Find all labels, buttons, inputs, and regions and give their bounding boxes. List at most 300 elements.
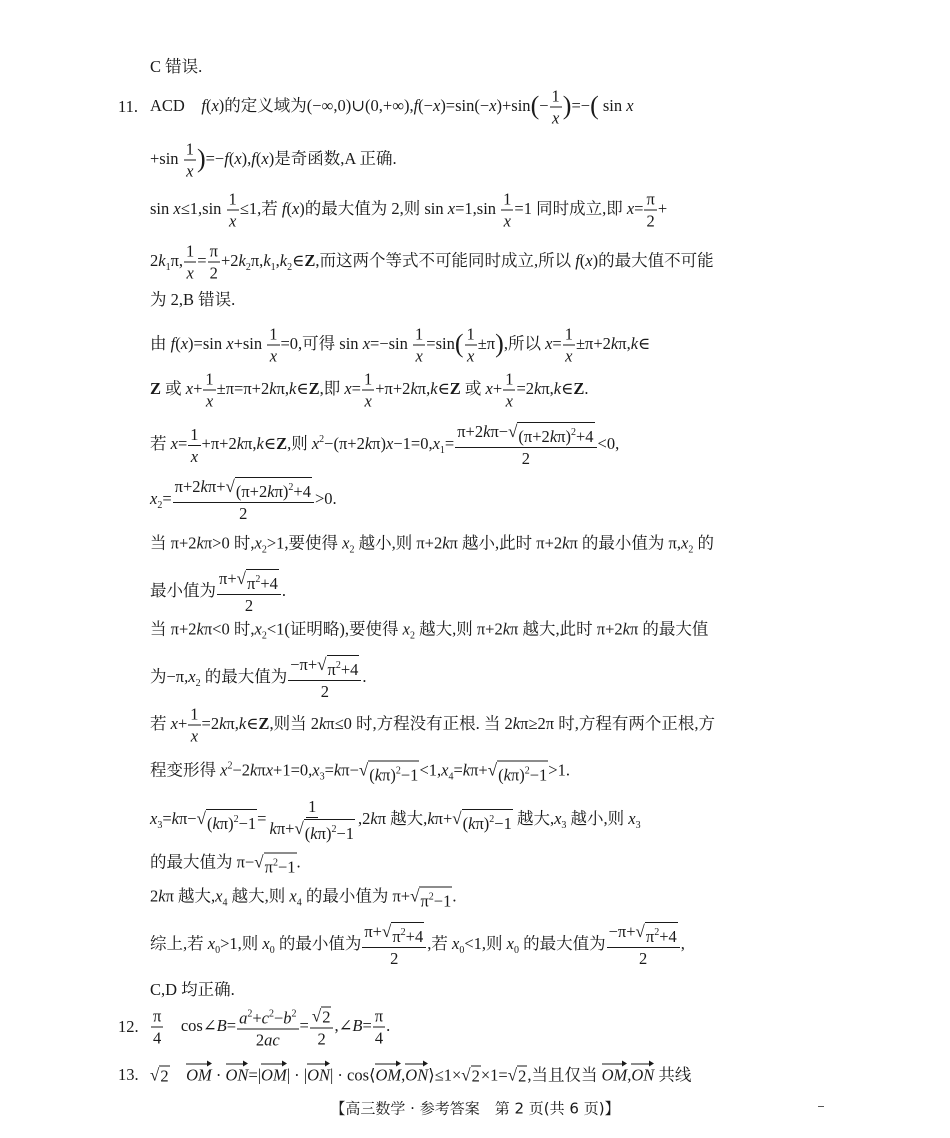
- text-run: 1: [564, 324, 573, 344]
- superscript: 2: [247, 1008, 253, 1020]
- numerator: [288, 655, 361, 681]
- text-run: π+: [219, 569, 237, 588]
- vector: ON: [631, 1065, 655, 1085]
- vector: ON: [225, 1065, 249, 1085]
- superscript: 2: [233, 813, 239, 825]
- math-variable: k: [238, 713, 247, 733]
- text-run: 2: [160, 1066, 169, 1086]
- fraction: [503, 370, 515, 411]
- fraction: [644, 190, 656, 231]
- text-run: π): [317, 824, 332, 843]
- numerator: [644, 190, 656, 211]
- text-run: π): [219, 813, 234, 833]
- text-run: −: [539, 95, 549, 115]
- denominator: [151, 1028, 163, 1048]
- square-root: [359, 761, 420, 786]
- large-parenthesis: (: [590, 90, 599, 120]
- text-run: )的定义域为(−∞,0)∪(0,+∞),: [218, 95, 414, 115]
- fraction: [563, 325, 575, 366]
- superscript: 2: [335, 660, 341, 671]
- text-run: 当 π+2: [150, 533, 197, 553]
- text-line: [150, 797, 641, 843]
- text-run: ,: [401, 1065, 406, 1085]
- text-line: [150, 655, 367, 701]
- text-run: −π+: [608, 922, 636, 941]
- math-variable: x: [220, 760, 228, 780]
- numerator: [306, 797, 318, 818]
- denominator: [504, 391, 515, 411]
- text-run: 2: [521, 449, 530, 468]
- vector: OM: [186, 1065, 212, 1085]
- text-run: 2: [244, 596, 254, 615]
- text-line: [150, 534, 714, 561]
- text-run: 2: [322, 1007, 331, 1026]
- denominator: [316, 1028, 328, 1048]
- integer-set-symbol: Z: [276, 433, 288, 453]
- text-run: 越大,则 π+2: [414, 619, 503, 639]
- radicand: [368, 761, 419, 786]
- math-variable: x: [451, 933, 460, 953]
- denominator: [268, 346, 279, 366]
- text-run: ∈: [263, 433, 277, 453]
- text-run: =: [324, 760, 334, 780]
- text-run: 1: [551, 86, 560, 106]
- text-run: =: [552, 333, 562, 353]
- math-variable: x: [628, 808, 636, 828]
- text-line: [150, 705, 715, 746]
- vector: OM: [601, 1065, 628, 1085]
- math-variable: x: [150, 488, 158, 508]
- subscript: 2: [261, 544, 267, 556]
- text-run: )=sin: [188, 333, 227, 353]
- math-variable: a: [239, 1008, 248, 1028]
- text-run: )+sin: [496, 95, 531, 115]
- square-root: [150, 1066, 170, 1087]
- text-run: 的最大值为: [200, 666, 288, 686]
- math-variable: k: [263, 250, 271, 270]
- radicand: [327, 655, 360, 679]
- denominator: [184, 161, 195, 181]
- text-run: 越大,: [512, 808, 555, 828]
- denominator: [237, 503, 249, 523]
- text-run: =−: [205, 148, 225, 168]
- text-run: −2: [232, 760, 251, 780]
- text-run: π: [246, 574, 256, 593]
- text-run: π): [372, 433, 386, 453]
- superscript: 2: [524, 765, 530, 777]
- text-run: 越大,则: [227, 886, 290, 906]
- text-run: π,: [276, 378, 290, 398]
- denominator: [563, 346, 574, 366]
- text-line: [150, 87, 634, 128]
- text-run: 2: [646, 211, 655, 231]
- text-run: (: [579, 250, 586, 270]
- integer-set-symbol: Z: [308, 378, 320, 398]
- numerator: [217, 569, 281, 595]
- text-run: π+: [207, 477, 226, 496]
- numerator: [310, 1006, 334, 1028]
- math-variable: x: [506, 933, 514, 953]
- text-run: =: [362, 1015, 372, 1035]
- text-run: 1: [185, 139, 194, 159]
- text-run: ∈: [561, 378, 574, 398]
- radical-sign-icon: √: [311, 1006, 322, 1025]
- fraction: [217, 569, 281, 615]
- math-variable: x: [170, 713, 178, 733]
- math-variable: k: [310, 824, 318, 843]
- math-variable: k: [622, 619, 630, 639]
- radicand: [264, 853, 297, 878]
- numerator: [362, 922, 426, 948]
- math-variable: k: [279, 250, 288, 270]
- text-run: .: [584, 378, 589, 398]
- math-variable: x: [291, 198, 300, 218]
- text-run: 1: [308, 797, 317, 816]
- text-line: [150, 140, 397, 181]
- denominator: [204, 391, 215, 411]
- math-variable: k: [553, 378, 562, 398]
- text-run: 共线: [654, 1065, 692, 1085]
- fraction: [184, 140, 196, 181]
- math-variable: f: [575, 250, 580, 270]
- text-run: +2: [220, 250, 239, 270]
- text-run: 4: [153, 1028, 162, 1048]
- math-variable: x: [173, 198, 181, 218]
- denominator: [208, 263, 220, 283]
- numerator: [203, 370, 215, 391]
- fraction: [267, 325, 279, 366]
- radical-sign-icon: √: [225, 477, 235, 496]
- text-run: =1,sin: [455, 198, 501, 218]
- radicand: [517, 422, 594, 446]
- math-variable: k: [410, 378, 418, 398]
- radicand: [235, 477, 312, 501]
- subscript: 0: [215, 944, 221, 956]
- integer-set-symbol: Z: [573, 378, 585, 398]
- text-line: [150, 290, 235, 310]
- fraction: [173, 477, 314, 523]
- text-run: ,: [275, 250, 280, 270]
- text-run: π,: [417, 378, 431, 398]
- text-run: =: [226, 1015, 237, 1035]
- math-variable: x: [170, 433, 178, 453]
- text-run: π: [374, 1006, 384, 1026]
- text-run: ACD: [150, 95, 202, 115]
- subscript: 0: [459, 944, 465, 956]
- radical-sign-icon: √: [236, 569, 246, 588]
- superscript: 2: [255, 574, 261, 585]
- text-run: 1: [505, 369, 514, 389]
- superscript: 2: [400, 927, 406, 938]
- text-run: 2: [209, 263, 218, 283]
- text-run: π+: [434, 808, 453, 828]
- radicand: [419, 887, 452, 912]
- math-variable: x: [312, 760, 320, 780]
- text-run: C,D 均正确.: [150, 980, 235, 999]
- text-run: 1: [190, 704, 199, 724]
- math-variable: k: [427, 808, 435, 828]
- subscript: 3: [319, 771, 325, 783]
- math-variable: x: [150, 808, 158, 828]
- text-run: π: [646, 189, 655, 209]
- numerator: [465, 325, 477, 346]
- denominator: [465, 346, 476, 366]
- subscript: 2: [157, 499, 163, 511]
- math-variable: x: [228, 211, 237, 231]
- text-run: −1: [238, 813, 257, 833]
- text-run: −1: [400, 765, 419, 785]
- math-variable: x: [505, 391, 513, 411]
- math-variable: x: [402, 619, 410, 639]
- text-line: [150, 569, 286, 615]
- math-variable: x: [364, 391, 372, 411]
- radical-sign-icon: √: [487, 760, 498, 780]
- text-run: π+: [470, 760, 488, 780]
- square-root: [636, 922, 678, 946]
- text-run: .: [452, 886, 457, 906]
- math-variable: k: [269, 378, 277, 398]
- text-run: <1,: [419, 760, 442, 780]
- math-variable: B: [216, 1015, 227, 1035]
- text-run: =2: [201, 713, 220, 733]
- text-run: π: [264, 857, 273, 877]
- superscript: 2: [288, 482, 294, 493]
- superscript: 2: [319, 433, 325, 445]
- radical-sign-icon: √: [508, 422, 518, 441]
- numerator: [173, 477, 314, 503]
- square-root: [294, 819, 355, 843]
- text-run: 或: [460, 378, 486, 398]
- text-run: (: [175, 333, 181, 353]
- math-variable: x: [485, 378, 493, 398]
- text-run: =: [162, 808, 172, 828]
- text-run: (: [498, 765, 504, 785]
- integer-set-symbol: Z: [304, 250, 316, 270]
- large-parenthesis: ): [495, 328, 504, 358]
- math-variable: x: [545, 333, 553, 353]
- radical-sign-icon: √: [317, 655, 327, 674]
- square-root: [382, 922, 424, 946]
- numerator: [563, 325, 575, 346]
- text-run: (: [286, 198, 292, 218]
- math-variable: f: [251, 148, 256, 168]
- text-run: 的最小值为 π+: [301, 886, 411, 906]
- math-variable: k: [442, 533, 450, 553]
- denominator: [550, 108, 561, 128]
- fraction: [188, 425, 200, 466]
- math-variable: k: [219, 713, 227, 733]
- text-run: (−: [418, 95, 433, 115]
- math-variable: k: [374, 765, 383, 785]
- math-variable: f: [170, 333, 176, 353]
- math-variable: k: [468, 813, 476, 833]
- text-run: (: [205, 95, 212, 115]
- text-run: π+2: [174, 477, 201, 496]
- square-root: [508, 422, 594, 446]
- square-root: [317, 655, 359, 679]
- text-run: )=sin(−: [440, 95, 490, 115]
- square-root: [461, 1066, 481, 1087]
- text-run: π−: [341, 760, 359, 780]
- text-run: π−: [178, 808, 197, 828]
- math-variable: b: [283, 1008, 292, 1028]
- math-variable: c: [261, 1008, 269, 1028]
- text-run: 越小,则: [566, 808, 629, 828]
- text-run: =: [634, 198, 644, 218]
- integer-set-symbol: Z: [449, 378, 461, 398]
- math-variable: f: [413, 95, 419, 115]
- numerator: [184, 242, 196, 263]
- math-variable: B: [352, 1015, 363, 1035]
- text-run: ,: [627, 1065, 632, 1085]
- text-run: =−sin: [370, 333, 413, 353]
- subscript: 2: [195, 677, 201, 689]
- fraction: [413, 325, 425, 366]
- text-run: (: [304, 824, 311, 843]
- numerator: [188, 705, 200, 726]
- math-variable: x: [681, 533, 689, 553]
- math-variable: x: [626, 95, 634, 115]
- math-variable: k: [158, 250, 166, 270]
- math-variable: x: [234, 148, 242, 168]
- text-run: =: [453, 760, 463, 780]
- math-variable: x: [441, 760, 449, 780]
- text-run: π): [557, 427, 571, 446]
- square-root: [410, 887, 452, 912]
- text-run: =0,可得 sin: [280, 333, 363, 353]
- fraction: [373, 1007, 385, 1048]
- math-variable: k: [236, 433, 245, 453]
- text-run: ·: [211, 1065, 226, 1085]
- text-run: −1: [494, 813, 512, 833]
- subscript: 0: [513, 944, 519, 956]
- integer-set-symbol: Z: [150, 378, 162, 398]
- subscript: 1: [439, 444, 445, 456]
- fraction: [362, 922, 426, 968]
- text-run: ±π=π+2: [216, 378, 270, 398]
- text-line: [150, 757, 570, 788]
- fraction: [188, 705, 200, 746]
- text-run: ∈: [246, 713, 259, 733]
- text-run: 的最大值为: [518, 933, 606, 953]
- math-variable: x: [362, 333, 371, 353]
- text-run: =: [351, 378, 361, 398]
- math-variable: x: [447, 198, 456, 218]
- superscript: 2: [489, 813, 495, 825]
- radical-sign-icon: √: [254, 852, 264, 872]
- text-run: 1: [415, 324, 424, 344]
- text-line: [150, 422, 619, 468]
- text-run: π: [392, 927, 401, 946]
- text-run: >0.: [314, 488, 337, 508]
- text-run: C 错误.: [150, 57, 203, 76]
- text-run: ≤1,sin: [180, 198, 226, 218]
- square-root: [508, 1066, 528, 1087]
- text-run: 若: [150, 713, 171, 733]
- fraction: [151, 1007, 163, 1048]
- math-variable: x: [552, 108, 560, 128]
- text-run: −1: [529, 765, 548, 785]
- math-variable: k: [318, 713, 327, 733]
- math-variable: x: [180, 333, 189, 353]
- text-run: =: [197, 250, 207, 270]
- math-variable: x: [432, 433, 440, 453]
- superscript: 2: [654, 927, 660, 938]
- math-variable: x: [262, 933, 270, 953]
- text-run: +4: [340, 660, 359, 679]
- subscript: 2: [261, 630, 267, 642]
- text-run: .: [281, 580, 287, 600]
- math-variable: x: [226, 333, 234, 353]
- math-variable: x: [626, 198, 635, 218]
- text-run: =: [257, 808, 267, 828]
- vector: ON: [307, 1065, 330, 1085]
- square-root: [488, 761, 549, 786]
- text-run: 的: [693, 533, 714, 553]
- text-run: (: [228, 148, 235, 168]
- text-run: >1.: [548, 760, 570, 780]
- text-run: ,若: [427, 933, 452, 953]
- text-run: 2: [518, 1066, 527, 1086]
- numerator: [151, 1007, 163, 1028]
- fraction: [455, 422, 596, 468]
- radical-sign-icon: √: [461, 1065, 471, 1085]
- denominator: [502, 211, 513, 231]
- text-line: [150, 1064, 691, 1087]
- math-variable: x: [186, 161, 194, 181]
- math-variable: k: [200, 477, 208, 496]
- math-variable: x: [186, 263, 194, 283]
- text-run: cos∠: [164, 1015, 217, 1035]
- denominator: [373, 1028, 385, 1048]
- numerator: [184, 140, 196, 161]
- text-run: π,: [541, 378, 554, 398]
- text-run: ,当且仅当: [527, 1065, 602, 1085]
- math-variable: x: [503, 211, 511, 231]
- math-variable: k: [289, 378, 297, 398]
- text-run: [170, 1066, 187, 1085]
- text-run: π): [510, 765, 525, 785]
- text-run: 2: [317, 1029, 326, 1048]
- math-variable: k: [196, 533, 204, 553]
- text-run: +: [177, 713, 188, 733]
- text-run: π: [153, 1006, 162, 1026]
- square-root: [237, 569, 279, 593]
- text-run: π≤0 时,方程没有正根. 当 2: [326, 713, 513, 733]
- text-run: =: [444, 433, 455, 453]
- text-run: | · cos⟨: [330, 1065, 376, 1085]
- numerator: [413, 325, 425, 346]
- vector: OM: [261, 1065, 287, 1085]
- math-variable: x: [265, 760, 274, 780]
- vector: OM: [375, 1065, 402, 1085]
- denominator: [520, 448, 532, 468]
- subscript: 3: [561, 819, 567, 831]
- text-run: ,2: [358, 808, 371, 828]
- radicand: [462, 809, 513, 834]
- text-run: π: [645, 927, 655, 946]
- text-run: =−: [571, 95, 591, 115]
- text-run: )的最大值为 2,则 sin: [299, 198, 448, 218]
- text-run: +: [252, 1008, 262, 1028]
- math-variable: x: [415, 346, 423, 366]
- text-run: +4: [575, 427, 594, 446]
- text-run: =2: [516, 378, 534, 398]
- text-run: π 的最小值为 π,: [569, 533, 682, 553]
- text-run: +: [657, 198, 668, 218]
- math-variable: k: [549, 427, 558, 446]
- text-run: (: [255, 148, 262, 168]
